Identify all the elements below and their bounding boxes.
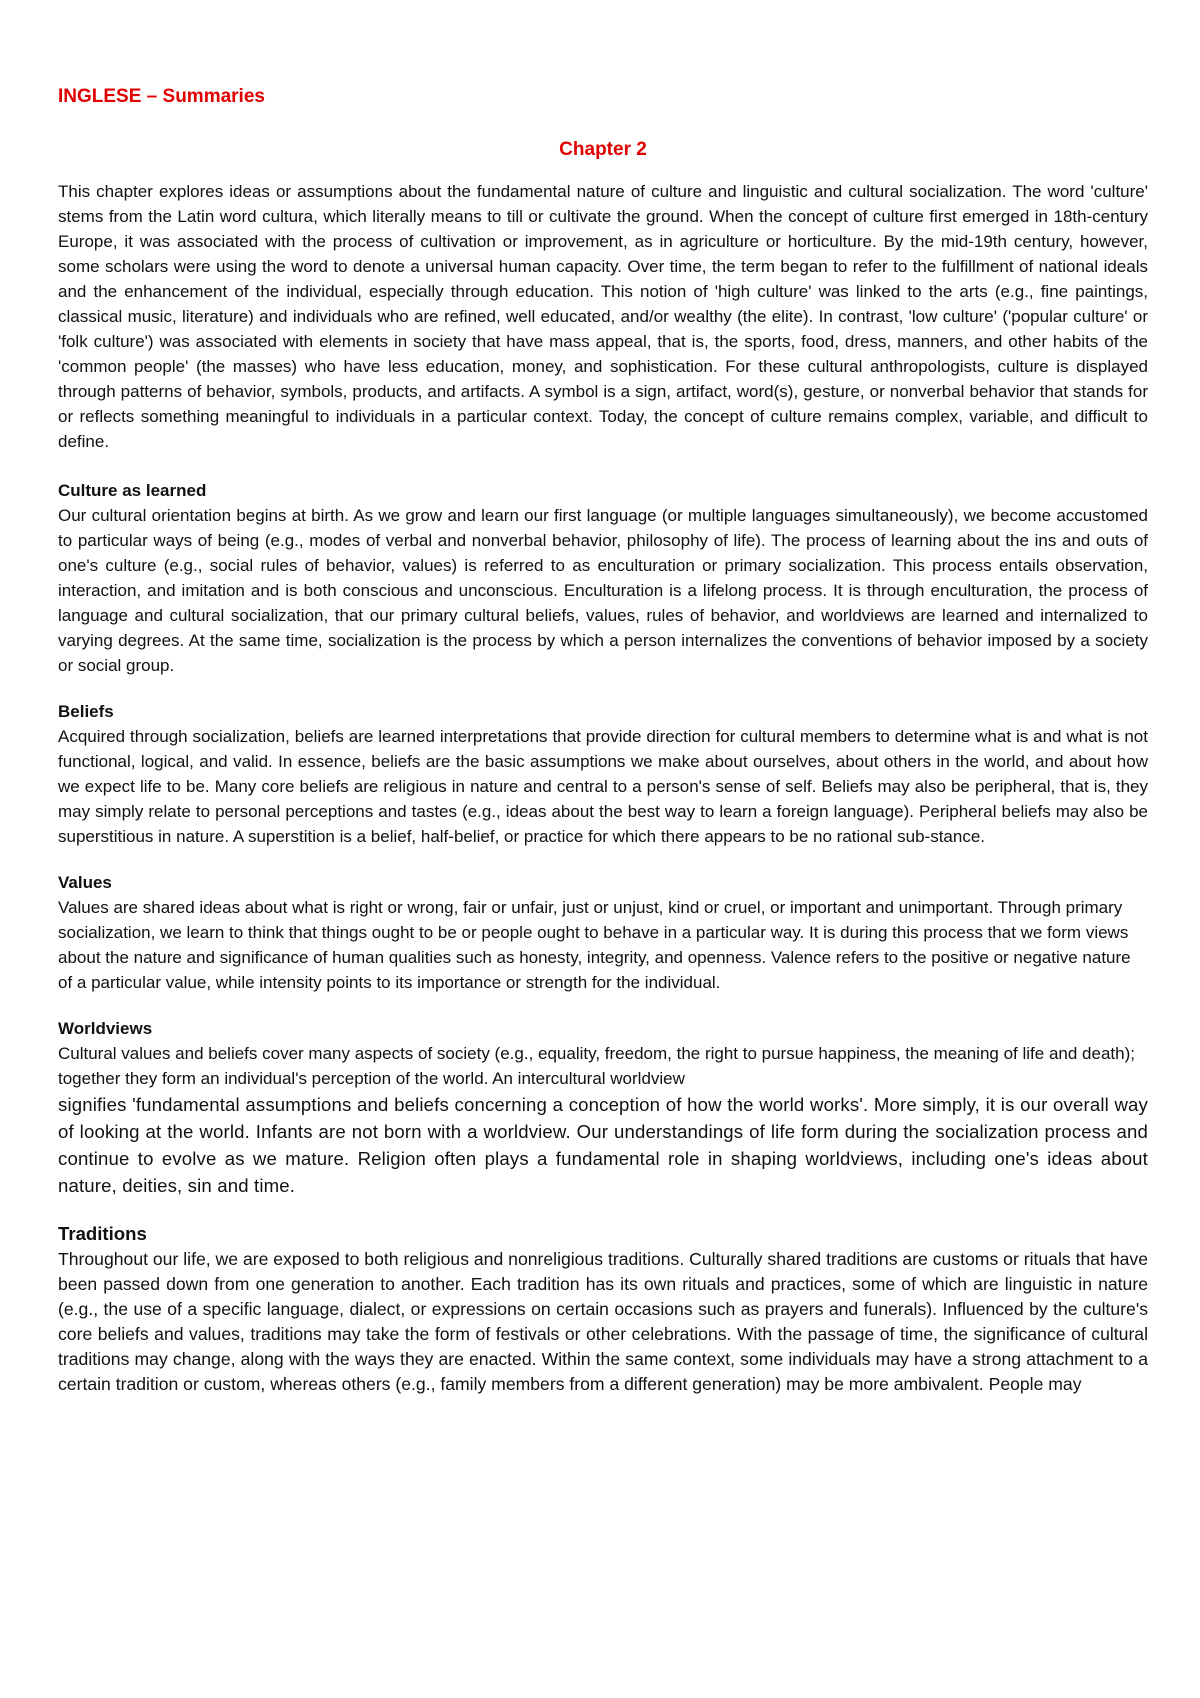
section-body: Acquired through socialization, beliefs are learned interpretations that provide direction for cultural members to determine what is and what is not functional, logical, and valid. In essence, beliefs are the basic assumptions we make about ourselves, about others in the world, and about how we expect life to be. Many core beliefs are religious in nature and central to a person's sense of self. Beliefs may also be peripheral, that is, they may simply relate to personal perceptions and tastes (e.g., ideas about the best way to learn a foreign language). Peripheral beliefs may also be superstitious in nature. A superstition is a belief, half-belief, or practice for which there appears to be no rational sub-stance. xyxy=(58,727,1148,846)
section-body: Values are shared ideas about what is right or wrong, fair or unfair, just or unjust, kind or cruel, or important and unimportant. Through primary socialization, we learn to think that things ought to be or people ought to behave in a particular way. It is during this process that we form views about the nature and significance of human qualities such as honesty, integrity, and openness. Valence refers to the positive or negative nature of a particular value, while intensity points to its importance or strength for the individual. xyxy=(58,898,1131,992)
section-heading: Values xyxy=(58,873,112,892)
section-heading: Worldviews xyxy=(58,1019,153,1038)
section-heading: Traditions xyxy=(58,1223,147,1244)
section-body: Cultural values and beliefs cover many aspects of society (e.g., equality, freedom, the right to pursue happiness, the meaning of life and death); together they form an individual's perception of the world. An intercultural worldview xyxy=(58,1044,1135,1088)
section-worldviews xyxy=(58,1016,1148,1199)
section-body-continued: signifies 'fundamental assumptions and beliefs concerning a conception of how the world works'. More simply, it is our overall way of looking at the world. Infants are not born with a worldview. Our understandings of life form during the socialization process and continue to evolve as we mature. Religion often plays a fundamental role in shaping worldviews, including one's ideas about nature, deities, sin and time. xyxy=(58,1094,1148,1196)
chapter-title: Chapter 2 xyxy=(559,139,647,160)
section-values xyxy=(58,870,1148,995)
section-body: Our cultural orientation begins at birth. As we grow and learn our first language (or multiple languages simultaneously), we become accustomed to particular ways of being (e.g., modes of verbal and nonverbal behavior, philosophy of life). The process of learning about the ins and outs of one's culture (e.g., social rules of behavior, values) is referred to as enculturation or primary socialization. This process entails observation, interaction, and imitation and is both conscious and unconscious. Enculturation is a lifelong process. It is through enculturation, the process of language and cultural socialization, that our primary cultural beliefs, values, rules of behavior, and worldviews are learned and internalized to varying degrees. At the same time, socialization is the process by which a person internalizes the conventions of behavior imposed by a society or social group. xyxy=(58,506,1148,675)
section-culture-as-learned xyxy=(58,478,1148,678)
section-traditions xyxy=(58,1220,1148,1397)
section-heading: Beliefs xyxy=(58,702,114,721)
document-title: INGLESE – Summaries xyxy=(58,86,265,107)
intro-paragraph: This chapter explores ideas or assumptions about the fundamental nature of culture and linguistic and cultural socialization. The word 'culture' stems from the Latin word cultura, which literally means to till or cultivate the ground. When the concept of culture first emerged in 18th-century Europe, it was associated with the process of cultivation or improvement, as in agriculture or horticulture. By the mid-19th century, however, some scholars were using the word to denote a universal human capacity. Over time, the term began to refer to the fulfillment of national ideals and the enhancement of the individual, especially through education. This notion of 'high culture' was linked to the arts (e.g., fine paintings, classical music, literature) and individuals who are refined, well educated, and/or wealthy (the elite). In contrast, 'low culture' ('popular culture' or 'folk culture') was associated with elements in society that have mass appeal, that is, the sports, food, dress, manners, and other habits of the 'common people' (the masses) who have less education, money, and sophistication. For these cultural anthropologists, culture is displayed through patterns of behavior, symbols, products, and artifacts. A symbol is a sign, artifact, word(s), gesture, or nonverbal behavior that stands for or reflects something meaningful to individuals in a particular context. Today, the concept of culture remains complex, variable, and difficult to define. xyxy=(58,182,1148,451)
document-page xyxy=(58,86,1148,1418)
section-beliefs xyxy=(58,699,1148,849)
section-body: Throughout our life, we are exposed to both religious and nonreligious traditions. Culturally shared traditions are customs or rituals that have been passed down from one generation to another. Each tradition has its own rituals and practices, some of which are linguistic in nature (e.g., the use of a specific language, dialect, or expressions on certain occasions such as prayers and funerals). Influenced by the culture's core beliefs and values, traditions may take the form of festivals or other celebrations. With the passage of time, the significance of cultural traditions may change, along with the ways they are enacted. Within the same context, some individuals may have a strong attachment to a certain tradition or custom, whereas others (e.g., family members from a different generation) may be more ambivalent. People may xyxy=(58,1249,1148,1394)
section-heading: Culture as learned xyxy=(58,481,207,500)
